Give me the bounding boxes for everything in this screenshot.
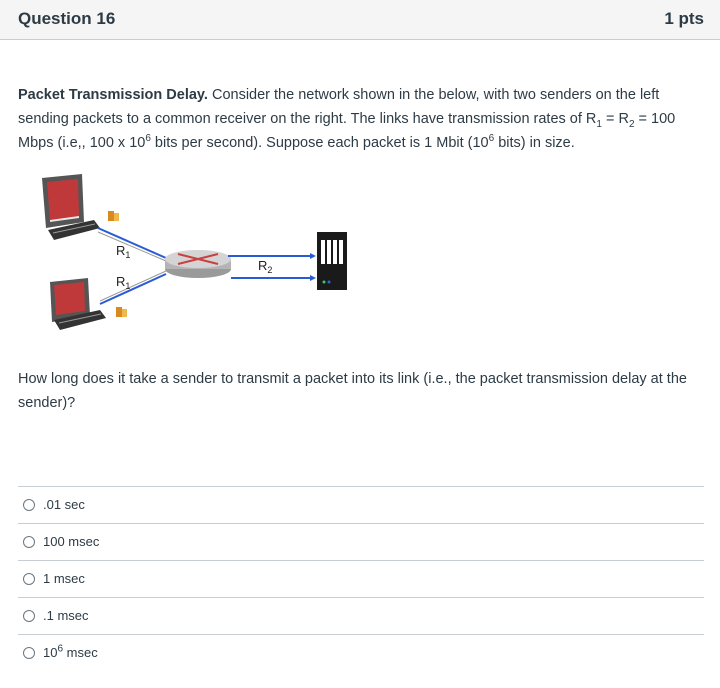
answer-label-sup: 6 <box>57 643 64 655</box>
receiver-server-icon <box>317 232 347 290</box>
answer-option[interactable] <box>18 486 704 523</box>
question-points: 1 pts <box>664 9 704 28</box>
answer-label[interactable]: 1 msec <box>43 571 85 586</box>
answer-label-suffix: msec <box>63 645 98 660</box>
label-r1-top: $R_1$ <box>116 243 131 260</box>
answer-label[interactable]: .01 sec <box>43 497 85 512</box>
answer-label[interactable]: .1 msec <box>43 608 89 623</box>
radio-button[interactable] <box>23 610 35 622</box>
answer-label-base: 10 <box>43 645 58 660</box>
question-sub-2: 2 <box>628 118 635 130</box>
answer-option[interactable] <box>18 597 704 634</box>
question-text <box>18 83 708 155</box>
sender-computer-top <box>42 174 100 240</box>
question-title: Question 16 <box>18 9 116 28</box>
question-sup-2: 6 <box>488 133 495 145</box>
radio-button[interactable] <box>23 499 35 511</box>
question-text-a: Consider the network shown in the below, with two senders on the left sending packets to a common receiver on the right. The links have transmission rates of R <box>18 87 660 127</box>
network-diagram <box>38 170 358 350</box>
link-bottom <box>100 274 166 304</box>
answer-option[interactable] <box>18 523 704 560</box>
question-heading: Packet Transmission Delay. <box>18 87 208 103</box>
answer-label[interactable] <box>43 645 98 660</box>
question-text-c: = 100 Mbps (i.e,, 100 x 10 <box>18 111 676 151</box>
answer-option[interactable] <box>18 560 704 597</box>
question-header <box>0 0 720 40</box>
radio-button[interactable] <box>23 536 35 548</box>
router-icon <box>165 250 231 278</box>
question-sup-1: 6 <box>145 133 151 145</box>
radio-button[interactable] <box>23 573 35 585</box>
question-text-b: = R <box>601 111 629 127</box>
link-top <box>98 228 166 258</box>
question-text-e: bits) in size. <box>494 135 575 151</box>
radio-button[interactable] <box>23 647 35 659</box>
question-prompt: How long does it take a sender to transmit a packet into its link (i.e., the packet transmission delay at the sender)? <box>18 371 687 411</box>
answer-label[interactable]: 100 msec <box>43 534 100 549</box>
packet-icon-top <box>108 211 119 221</box>
answer-option[interactable] <box>18 634 704 671</box>
label-r1-bottom: $R_1$ <box>116 274 131 291</box>
question-sub-1: 1 <box>596 118 602 130</box>
sender-computer-bottom <box>50 278 106 330</box>
label-r2: $R_2$ <box>258 258 273 275</box>
answer-list <box>18 486 704 671</box>
packet-icon-bottom <box>116 307 127 317</box>
question-text-d: bits per second). Suppose each packet is 1 Mbit (10 <box>150 135 489 151</box>
